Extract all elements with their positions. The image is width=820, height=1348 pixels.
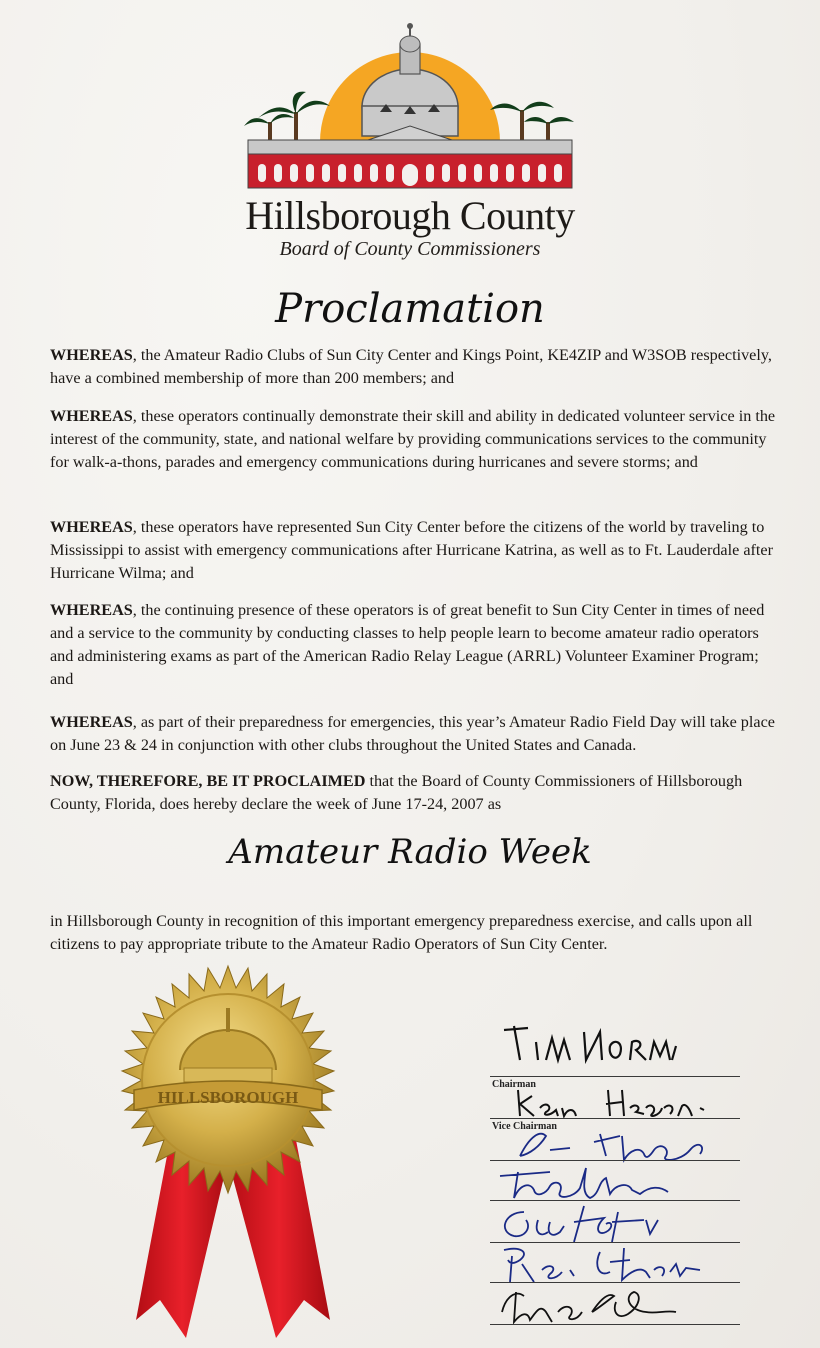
- closing-paragraph: in Hillsborough County in recognition of this important emergency preparedness exercise, and calls upon all citizens to pay appropriate tribute to the Amateur Radio Operators of Sun City Center.: [50, 912, 753, 953]
- whereas-paragraph-2: [50, 405, 780, 474]
- signature-line: [490, 1324, 740, 1325]
- paragraph-lead: WHEREAS: [50, 518, 133, 536]
- signature-line: [490, 1200, 740, 1201]
- whereas-paragraph-3: [50, 516, 780, 585]
- paragraph-text: , the Amateur Radio Clubs of Sun City Center and Kings Point, KE4ZIP and W3SOB respectively, have a combined membership of more than 200 members; and: [50, 346, 772, 387]
- signature-commissioner-3: [494, 1202, 674, 1246]
- signature-chairman: [500, 1020, 680, 1072]
- signature-vice-chairman: [510, 1086, 720, 1120]
- paragraph-text: , these operators have represented Sun City Center before the citizens of the world by traveling to Mississippi to assist with emergency communications after Hurricane Katrina, as well as to Ft. Lauderdale after Hurricane Wilma; and: [50, 518, 773, 582]
- paragraph-text: , these operators continually demonstrate their skill and ability in dedicated volunteer service in the interest of the community, state, and national welfare by providing communications services to the community for walk-a-thons, parades and emergency communications during hurricanes and severe storms; and: [50, 407, 776, 471]
- paragraph-lead: WHEREAS: [50, 601, 133, 619]
- seal-text: HILLSBOROUGH: [157, 1088, 299, 1107]
- proclaimed-week-title: Amateur Radio Week: [228, 832, 592, 872]
- proclaimed-paragraph: [50, 770, 780, 816]
- paragraph-lead: WHEREAS: [50, 713, 133, 731]
- signature-line: [490, 1076, 740, 1077]
- signature-line: [490, 1118, 740, 1119]
- paragraph-text: , the continuing presence of these operators is of great benefit to Sun City Center in times of need and a service to the community by conducting classes to help people learn to become amateur radio operators and administering exams as part of the American Radio Relay League (ARRL) Volunteer Examiner Program; and: [50, 601, 765, 688]
- signature-line: [490, 1160, 740, 1161]
- signature-commissioner-4: [490, 1242, 720, 1286]
- paragraph-lead: WHEREAS: [50, 346, 133, 364]
- whereas-paragraph-1: [50, 344, 780, 390]
- board-name: Board of County Commissioners: [279, 238, 541, 260]
- chairman-label: Chairman: [492, 1079, 536, 1090]
- gold-seal-with-ribbon: [100, 960, 360, 1348]
- paragraph-text: that the Board of County Commissioners of Hillsborough County, Florida, does hereby declare the week of June 17-24, 2007 as: [50, 772, 743, 813]
- vice-chairman-label: Vice Chairman: [492, 1121, 557, 1132]
- whereas-paragraph-4: [50, 599, 780, 691]
- county-building-logo: [240, 22, 580, 192]
- county-name: Hillsborough County: [245, 193, 575, 238]
- signature-block: [490, 1030, 750, 1330]
- signature-commissioner-5: [496, 1282, 686, 1328]
- whereas-paragraph-5: [50, 711, 780, 757]
- paragraph-lead: NOW, THEREFORE, BE IT PROCLAIMED: [50, 772, 366, 790]
- document-title: Proclamation: [275, 286, 545, 332]
- signature-commissioner-2: [490, 1164, 710, 1204]
- paragraph-text: , as part of their preparedness for emergencies, this year’s Amateur Radio Field Day will take place on June 23 & 24 in conjunction with other clubs throughout the United States and Canada.: [50, 713, 775, 754]
- paragraph-lead: WHEREAS: [50, 407, 133, 425]
